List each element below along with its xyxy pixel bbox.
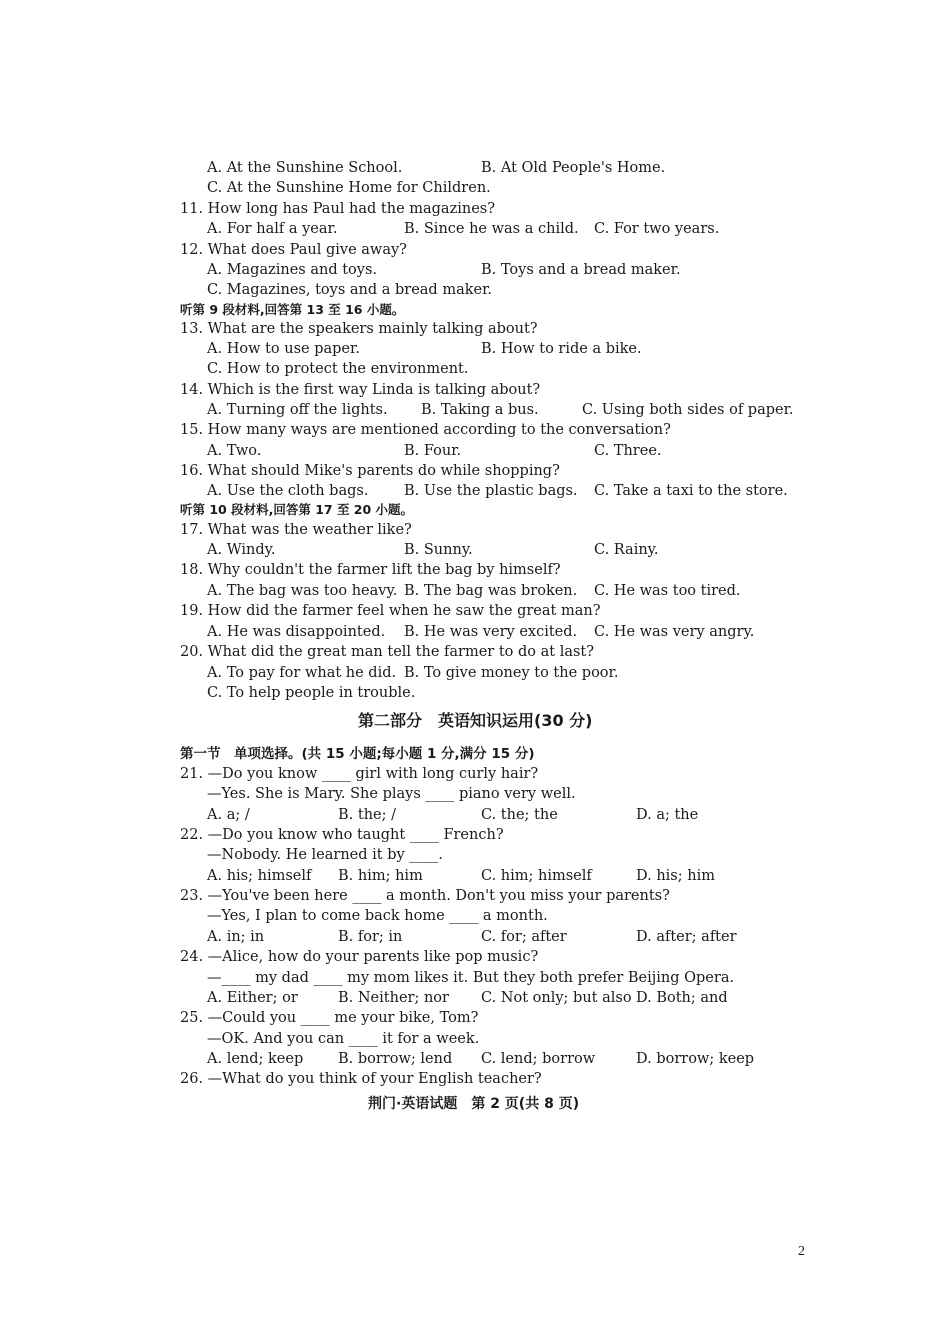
exam-line: D. borrow; keep: [636, 1051, 755, 1067]
exam-line: B. Neither; nor: [338, 990, 449, 1006]
exam-line: B. borrow; lend: [338, 1051, 453, 1067]
exam-line: —Nobody. He learned it by ____.: [207, 847, 443, 863]
exam-line: D. Both; and: [636, 990, 728, 1006]
listening-instruction: 听第 10 段材料,回答第 17 至 20 小题。: [180, 502, 414, 517]
exam-line: A. How to use paper.: [207, 341, 360, 357]
exam-line: 17. What was the weather like?: [180, 522, 412, 538]
exam-line: 19. How did the farmer feel when he saw the great man?: [180, 603, 601, 619]
exam-line: 20. What did the great man tell the farmer to do at last?: [180, 644, 595, 660]
exam-line: 24. —Alice, how do your parents like pop music?: [180, 949, 539, 965]
exam-line: C. How to protect the environment.: [207, 361, 469, 377]
exam-line: B. He was very excited.: [404, 624, 578, 640]
exam-line: A. lend; keep: [207, 1051, 304, 1067]
exam-line: B. for; in: [338, 929, 403, 945]
exam-line: B. Use the plastic bags.: [404, 483, 578, 499]
exam-line: 23. —You've been here ____ a month. Don't you miss your parents?: [180, 888, 670, 904]
page-footer: 荆门·英语试题 第 2 页(共 8 页): [368, 1096, 580, 1112]
exam-line: C. Rainy.: [594, 542, 659, 558]
exam-line: A. Turning off the lights.: [207, 402, 388, 418]
exam-line: B. The bag was broken.: [404, 583, 578, 599]
exam-line: A. his; himself: [207, 868, 312, 884]
exam-line: 11. How long has Paul had the magazines?: [180, 201, 495, 217]
exam-line: C. Magazines, toys and a bread maker.: [207, 282, 493, 298]
exam-line: C. Using both sides of paper.: [582, 402, 794, 418]
exam-line: C. To help people in trouble.: [207, 685, 416, 701]
exam-line: 22. —Do you know who taught ____ French?: [180, 827, 504, 843]
exam-line: 18. Why couldn't the farmer lift the bag by himself?: [180, 562, 561, 578]
exam-line: D. a; the: [636, 807, 699, 823]
exam-line: C. For two years.: [594, 221, 720, 237]
exam-line: B. Four.: [404, 443, 462, 459]
listening-instruction: 听第 9 段材料,回答第 13 至 16 小题。: [180, 302, 405, 317]
exam-line: A. Two.: [207, 443, 262, 459]
exam-line: B. Taking a bus.: [421, 402, 539, 418]
exam-line: A. To pay for what he did.: [207, 665, 397, 681]
exam-line: C. Not only; but also: [481, 990, 632, 1006]
exam-line: C. lend; borrow: [481, 1051, 596, 1067]
exam-line: 26. —What do you think of your English teacher?: [180, 1071, 542, 1087]
exam-line: A. For half a year.: [207, 221, 338, 237]
exam-line: A. The bag was too heavy.: [207, 583, 398, 599]
exam-line: —____ my dad ____ my mom likes it. But they both prefer Beijing Opera.: [207, 970, 735, 986]
exam-line: C. Take a taxi to the store.: [594, 483, 788, 499]
exam-line: B. At Old People's Home.: [481, 160, 666, 176]
exam-line: D. after; after: [636, 929, 737, 945]
section-title: 第二部分 英语知识运用(30 分): [358, 711, 593, 730]
exam-line: C. him; himself: [481, 868, 592, 884]
exam-line: 14. Which is the first way Linda is talking about?: [180, 382, 541, 398]
exam-line: B. Since he was a child.: [404, 221, 579, 237]
exam-line: 13. What are the speakers mainly talking about?: [180, 321, 538, 337]
exam-line: A. At the Sunshine School.: [207, 160, 403, 176]
exam-line: C. He was very angry.: [594, 624, 755, 640]
exam-line: D. his; him: [636, 868, 715, 884]
exam-line: C. At the Sunshine Home for Children.: [207, 180, 491, 196]
exam-line: 15. How many ways are mentioned according to the conversation?: [180, 422, 671, 438]
exam-line: —Yes. She is Mary. She plays ____ piano very well.: [207, 786, 576, 802]
exam-line: A. Use the cloth bags.: [207, 483, 369, 499]
page-number: 2: [798, 1244, 805, 1259]
exam-line: A. Windy.: [207, 542, 276, 558]
exam-line: C. Three.: [594, 443, 662, 459]
exam-line: B. the; /: [338, 807, 396, 823]
exam-line: C. the; the: [481, 807, 558, 823]
exam-line: 12. What does Paul give away?: [180, 242, 407, 258]
exam-line: A. He was disappointed.: [207, 624, 386, 640]
exam-line: 16. What should Mike's parents do while shopping?: [180, 463, 560, 479]
exam-line: 25. —Could you ____ me your bike, Tom?: [180, 1010, 479, 1026]
subsection-title: 第一节 单项选择。(共 15 小题;每小题 1 分,满分 15 分): [180, 746, 535, 762]
exam-line: —Yes, I plan to come back home ____ a month.: [207, 908, 548, 924]
exam-line: B. Toys and a bread maker.: [481, 262, 681, 278]
exam-line: B. How to ride a bike.: [481, 341, 642, 357]
exam-line: B. Sunny.: [404, 542, 473, 558]
exam-line: A. Magazines and toys.: [207, 262, 378, 278]
exam-line: 21. —Do you know ____ girl with long curly hair?: [180, 766, 539, 782]
exam-line: A. a; /: [207, 807, 250, 823]
exam-line: A. Either; or: [207, 990, 298, 1006]
exam-line: C. for; after: [481, 929, 567, 945]
exam-line: B. To give money to the poor.: [404, 665, 619, 681]
exam-line: —OK. And you can ____ it for a week.: [207, 1031, 480, 1047]
exam-line: B. him; him: [338, 868, 423, 884]
exam-line: C. He was too tired.: [594, 583, 741, 599]
exam-line: A. in; in: [207, 929, 265, 945]
